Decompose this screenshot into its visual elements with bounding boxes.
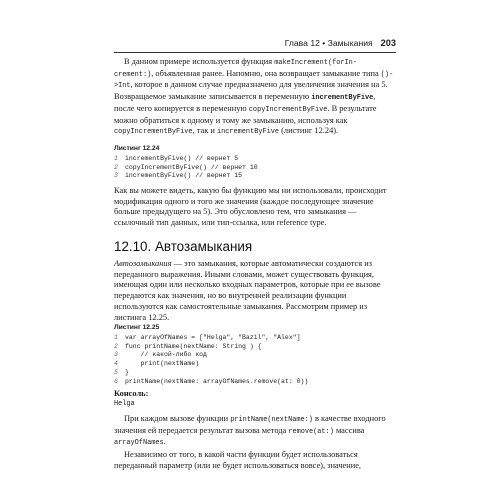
term-autoclosures: Автозамыкания [114,259,172,268]
console-title: Консоль: [114,389,149,398]
para1-text-5: . В результате можно обратиться к одному и тому же замыканию, используя как [114,103,377,125]
code-line: 2 func printName(nextName: String ) { [114,342,262,350]
para1-text-4: , после чего копируется в переменную [114,92,376,113]
para1-text-2: , объявленная ранее. Напомню, она возвращает замыкание типа [151,68,381,78]
listing-12-24-title: Листинг 12.24 [114,145,160,152]
para1-text-1: В данном примере используется функция [124,57,275,66]
code-line: 3 // какой-либо код [114,351,207,359]
code-line: 1 incrementByFive() // вернет 5 [114,155,239,162]
listing-12-24-code [114,155,396,181]
code-line: 1 var arrayOfNames = ["Helga", "Bazil", "Alex"] [114,334,301,341]
page-number: 203 [380,38,396,48]
para1-code-1b: crement:) [114,70,152,79]
chapter-title: Глава 12 • Замыкания [284,38,373,48]
paragraph-5: Независимо от того, в какой части функции будет использоваться переданный параметр (или не будет использоваться вовсе), значение, [114,450,362,470]
code-line: 4 print(nextName) [114,360,200,368]
code-line: 5 } [114,368,129,376]
section-title: 12.10. Автозамыкания [114,239,253,254]
para1-code-3: incrementByFive [311,94,374,103]
listing-12-25-title: Листинг 12.25 [114,324,160,331]
console-output: Helga [114,400,135,408]
paragraph-4: При каждом вызове функции printName(nextName:) в качестве входного значения ей передается результат вызова метода remove(at:) массива arrayOfNames. [114,414,386,448]
code-line: 2 copyIncrementByFive() // вернет 10 [114,163,258,171]
listing-12-25-code [114,334,396,386]
running-header [285,37,396,49]
para4-code-1: printName(nextName:) [230,416,313,424]
header-rule [114,52,396,53]
book-page [114,0,396,500]
para1-text-7: (листинг 12.24). [279,126,339,136]
para1-code-2: ()->Int [114,70,394,91]
para1-text-3: , которое в данном случае предназначено для увеличения значения на 5. Возвращаемое замыкание записывается в переменную [114,80,388,102]
para1-code-6: incrementByFive [216,128,280,137]
para1-code-5: copyIncrementByFive [114,128,193,137]
para1-code-1: makeIncrement(forIn- [274,59,357,67]
paragraph-1 [114,57,396,138]
code-line: 6 printName(nextName: arrayOfNames.remove(at: 0)) [114,377,309,385]
para4-code-2: remove(at:) [288,427,334,436]
para1-code-4: copyIncrementByFive [248,105,328,114]
para1-text-6: , так и [192,126,217,136]
para4-code-3: arrayOfNames [114,439,164,448]
paragraph-3: Автозамыкания — это замыкания, которые автоматически создаются из переданного выражения. Иными словами, может существовать функция, имеющая один или несколько входных параметров, которые при ее вызове передаются как значения, но во внутренней реализации функции используются как самостоятельные замыкания. Рассмотрим пример из листинга 12.25. [114,259,381,322]
code-line: 3 incrementByFive() // вернет 15 [114,172,243,180]
paragraph-2: Как вы можете видеть, какую бы функцию мы ни использовали, происходит модификация одного и того же значения (каждое последующее значение больше предыдущего на 5). Это обусловлено тем, что замыкания — ссылочный тип данных, или тип-ссылка, или reference type. [114,186,387,228]
